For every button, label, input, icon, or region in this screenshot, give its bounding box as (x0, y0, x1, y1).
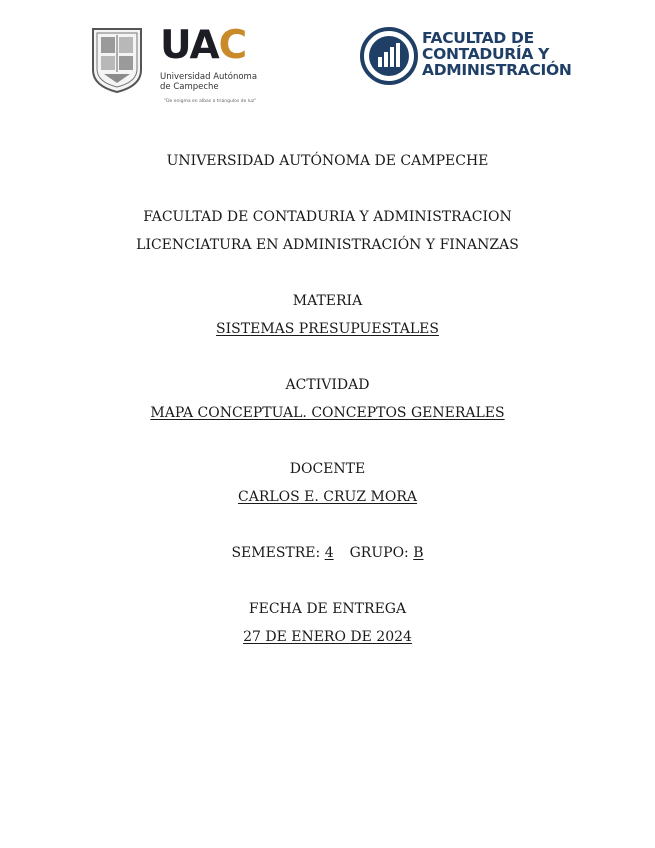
activity-value-text: MAPA CONCEPTUAL. CONCEPTOS GENERALES (150, 405, 505, 421)
uac-logo-letters: UAC (160, 23, 247, 68)
subject-label: MATERIA (292, 293, 363, 309)
teacher-value (0, 483, 655, 511)
uac-logo-name: Universidad Autónoma de Campeche (160, 72, 258, 92)
fca-logo (360, 27, 570, 89)
semester-label: SEMESTRE: (231, 545, 321, 561)
teacher-label: DOCENTE (289, 461, 366, 477)
degree-name: LICENCIATURA EN ADMINISTRACIÓN Y FINANZAS (136, 237, 519, 253)
due-date-value-text: 27 DE ENERO DE 2024 (243, 629, 412, 645)
due-date-value (0, 623, 655, 651)
activity-label: ACTIVIDAD (285, 377, 370, 393)
university-name: UNIVERSIDAD AUTÓNOMA DE CAMPECHE (166, 153, 489, 169)
fca-emblem-icon (360, 27, 418, 85)
faculty-name: FACULTAD DE CONTADURIA Y ADMINISTRACION (143, 209, 512, 225)
uac-logo (160, 23, 290, 110)
semester-value: 4 (324, 545, 334, 561)
group-value: B (413, 545, 424, 561)
university-seal-icon (90, 26, 144, 94)
teacher-value-text: CARLOS E. CRUZ MORA (238, 489, 417, 505)
subject-value-text: SISTEMAS PRESUPUESTALES (216, 321, 439, 337)
semester-group-line (0, 539, 655, 567)
uac-logo-motto: "De enigma en albas a triángulos de luz" (164, 99, 257, 104)
subject-value (0, 315, 655, 343)
activity-value (0, 399, 655, 427)
due-date-label: FECHA DE ENTREGA (248, 601, 407, 617)
fca-logo-text: FACULTAD DE CONTADURÍA Y ADMINISTRACIÓN (422, 29, 572, 79)
group-label: GRUPO: (349, 545, 409, 561)
